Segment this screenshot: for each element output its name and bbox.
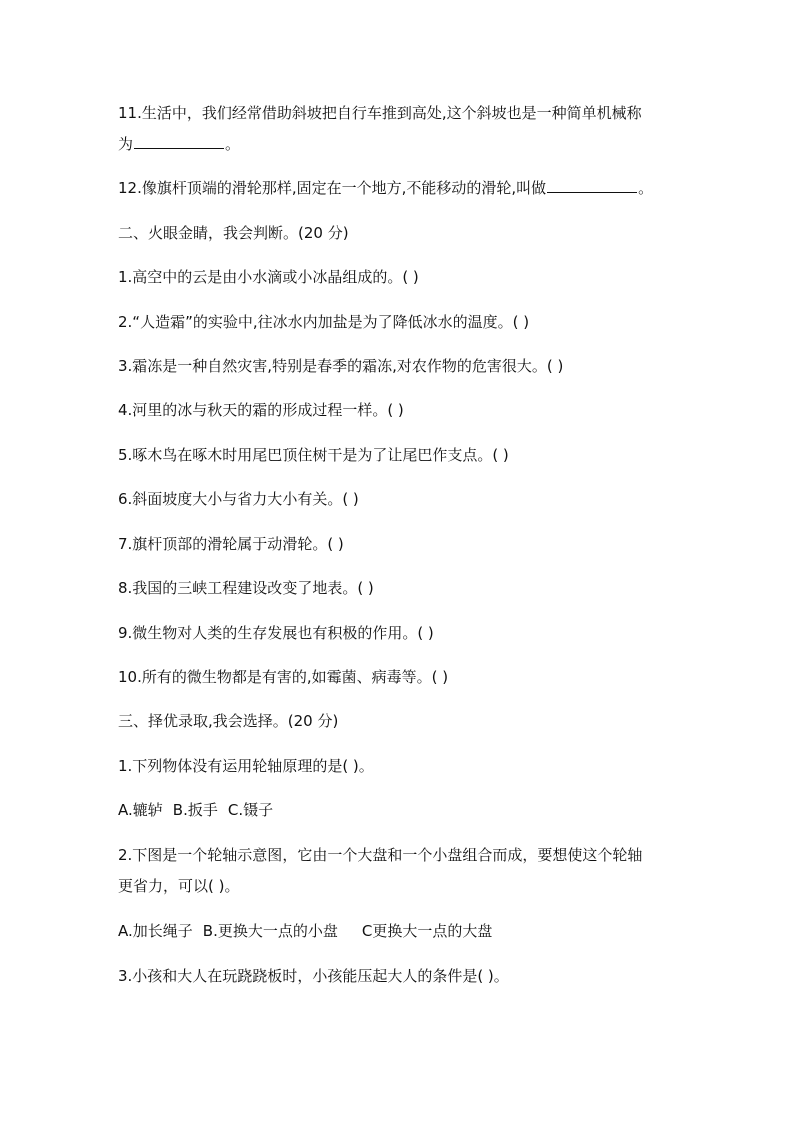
option-a[interactable]: A.加长绳子	[118, 922, 193, 940]
judgement-item-2: 2.“人造霜”的实验中,往冰水内加盐是为了降低冰水的温度。( )	[118, 313, 530, 331]
option-b[interactable]: B.更换大一点的小盘	[202, 922, 338, 940]
judgement-item-4: 4.河里的冰与秋天的霜的形成过程一样。( )	[118, 401, 404, 419]
judgement-item-5: 5.啄木鸟在啄木时用尾巴顶住树干是为了让尾巴作支点。( )	[118, 446, 509, 464]
answer-blank-11[interactable]	[134, 134, 224, 149]
judgement-item-7: 7.旗杆顶部的滑轮属于动滑轮。( )	[118, 535, 344, 553]
question-12-text: 12.像旗杆顶端的滑轮那样,固定在一个地方,不能移动的滑轮,叫做	[118, 179, 547, 197]
judgement-item-6: 6.斜面坡度大小与省力大小有关。( )	[118, 490, 359, 508]
judgement-item-1: 1.高空中的云是由小水滴或小冰晶组成的。( )	[118, 268, 419, 286]
question-11-line-1: 11.生活中，我们经常借助斜坡把自行车推到高处,这个斜坡也是一种简单机械称	[118, 104, 642, 122]
choice-question-1-options	[118, 800, 688, 820]
judgement-item-9: 9.微生物对人类的生存发展也有积极的作用。( )	[118, 624, 434, 642]
question-11-prefix: 为	[118, 135, 134, 153]
question-12	[118, 178, 688, 198]
option-c[interactable]: C更换大一点的大盘	[361, 922, 493, 940]
choice-question-2-line-1: 2.下图是一个轮轴示意图，它由一个大盘和一个小盘组合而成，要想使这个轮轴	[118, 846, 643, 864]
choice-question-2-line-2: 更省力，可以( )。	[118, 877, 240, 895]
section-2-heading: 二、火眼金睛，我会判断。(20 分)	[118, 224, 349, 242]
question-11-suffix: 。	[225, 135, 241, 153]
judgement-item-10: 10.所有的微生物都是有害的,如霉菌、病毒等。( )	[118, 668, 449, 686]
question-11-line-2	[118, 134, 688, 154]
option-c[interactable]: C.镊子	[227, 801, 274, 819]
option-a[interactable]: A.辘轳	[118, 801, 163, 819]
choice-question-2-options	[118, 921, 688, 941]
section-3-heading: 三、择优录取,我会选择。(20 分)	[118, 712, 339, 730]
judgement-item-3: 3.霜冻是一种自然灾害,特别是春季的霜冻,对农作物的危害很大。( )	[118, 357, 564, 375]
answer-blank-12[interactable]	[547, 178, 637, 193]
judgement-item-8: 8.我国的三峡工程建设改变了地表。( )	[118, 579, 374, 597]
choice-question-1: 1.下列物体没有运用轮轴原理的是( )。	[118, 757, 374, 775]
option-b[interactable]: B.扳手	[172, 801, 218, 819]
question-12-suffix: 。	[638, 179, 654, 197]
choice-question-3: 3.小孩和大人在玩跷跷板时，小孩能压起大人的条件是( )。	[118, 967, 509, 985]
